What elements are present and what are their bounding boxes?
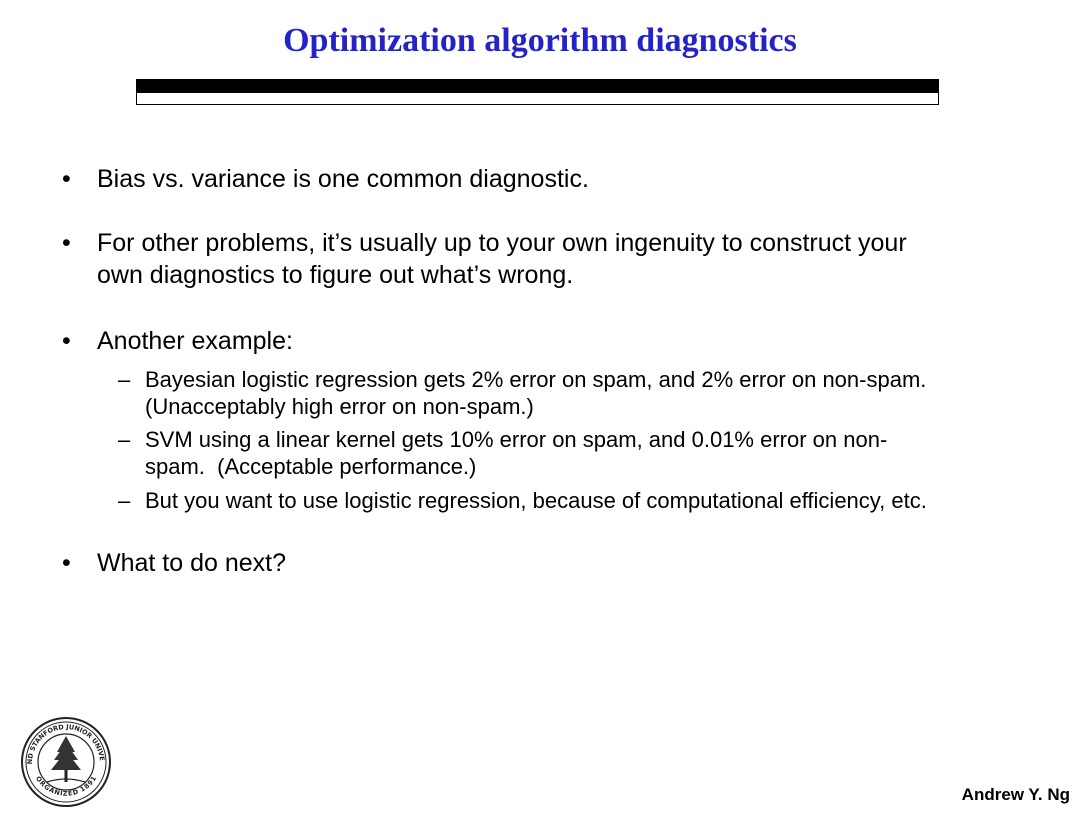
- sub-bullet-text-line: Bayesian logistic regression gets 2% error on spam, and 2% error on non-spam.: [145, 367, 927, 392]
- bullet-marker: •: [62, 327, 71, 355]
- bullet-marker: •: [62, 229, 71, 257]
- sub-bullet-marker: –: [118, 427, 131, 452]
- sub-bullet-text-line: spam. (Acceptable performance.): [145, 454, 477, 479]
- bullet-marker: •: [62, 165, 71, 193]
- bullet-text-line: own diagnostics to figure out what’s wrong.: [97, 261, 574, 289]
- sub-bullet-text-line: But you want to use logistic regression, because of computational efficiency, etc.: [145, 488, 927, 513]
- bullet-text: What to do next?: [97, 549, 287, 577]
- stanford-seal-icon: [17, 716, 115, 808]
- author-credit: Andrew Y. Ng: [961, 785, 1070, 804]
- bullet-text: Another example:: [97, 327, 293, 355]
- title-rule-outline: [136, 93, 939, 105]
- seal-founded-text: ORGANIZED 1891: [33, 774, 99, 798]
- sub-bullet-marker: –: [118, 367, 131, 392]
- slide-title: Optimization algorithm diagnostics: [283, 22, 797, 59]
- sub-bullet-text-line: SVM using a linear kernel gets 10% error on spam, and 0.01% error on non-: [145, 427, 888, 452]
- bullet-marker: •: [62, 549, 71, 577]
- sub-bullet-text-line: (Unacceptably high error on non-spam.): [145, 394, 534, 419]
- sub-bullet-marker: –: [118, 488, 131, 513]
- bullet-text-line: For other problems, it’s usually up to your own ingenuity to construct your: [97, 229, 907, 257]
- title-rule-bar: [136, 79, 939, 93]
- bullet-text: Bias vs. variance is one common diagnostic.: [97, 165, 589, 193]
- seal-text: ND STANFORD JUNIOR UNIVE: [25, 722, 106, 765]
